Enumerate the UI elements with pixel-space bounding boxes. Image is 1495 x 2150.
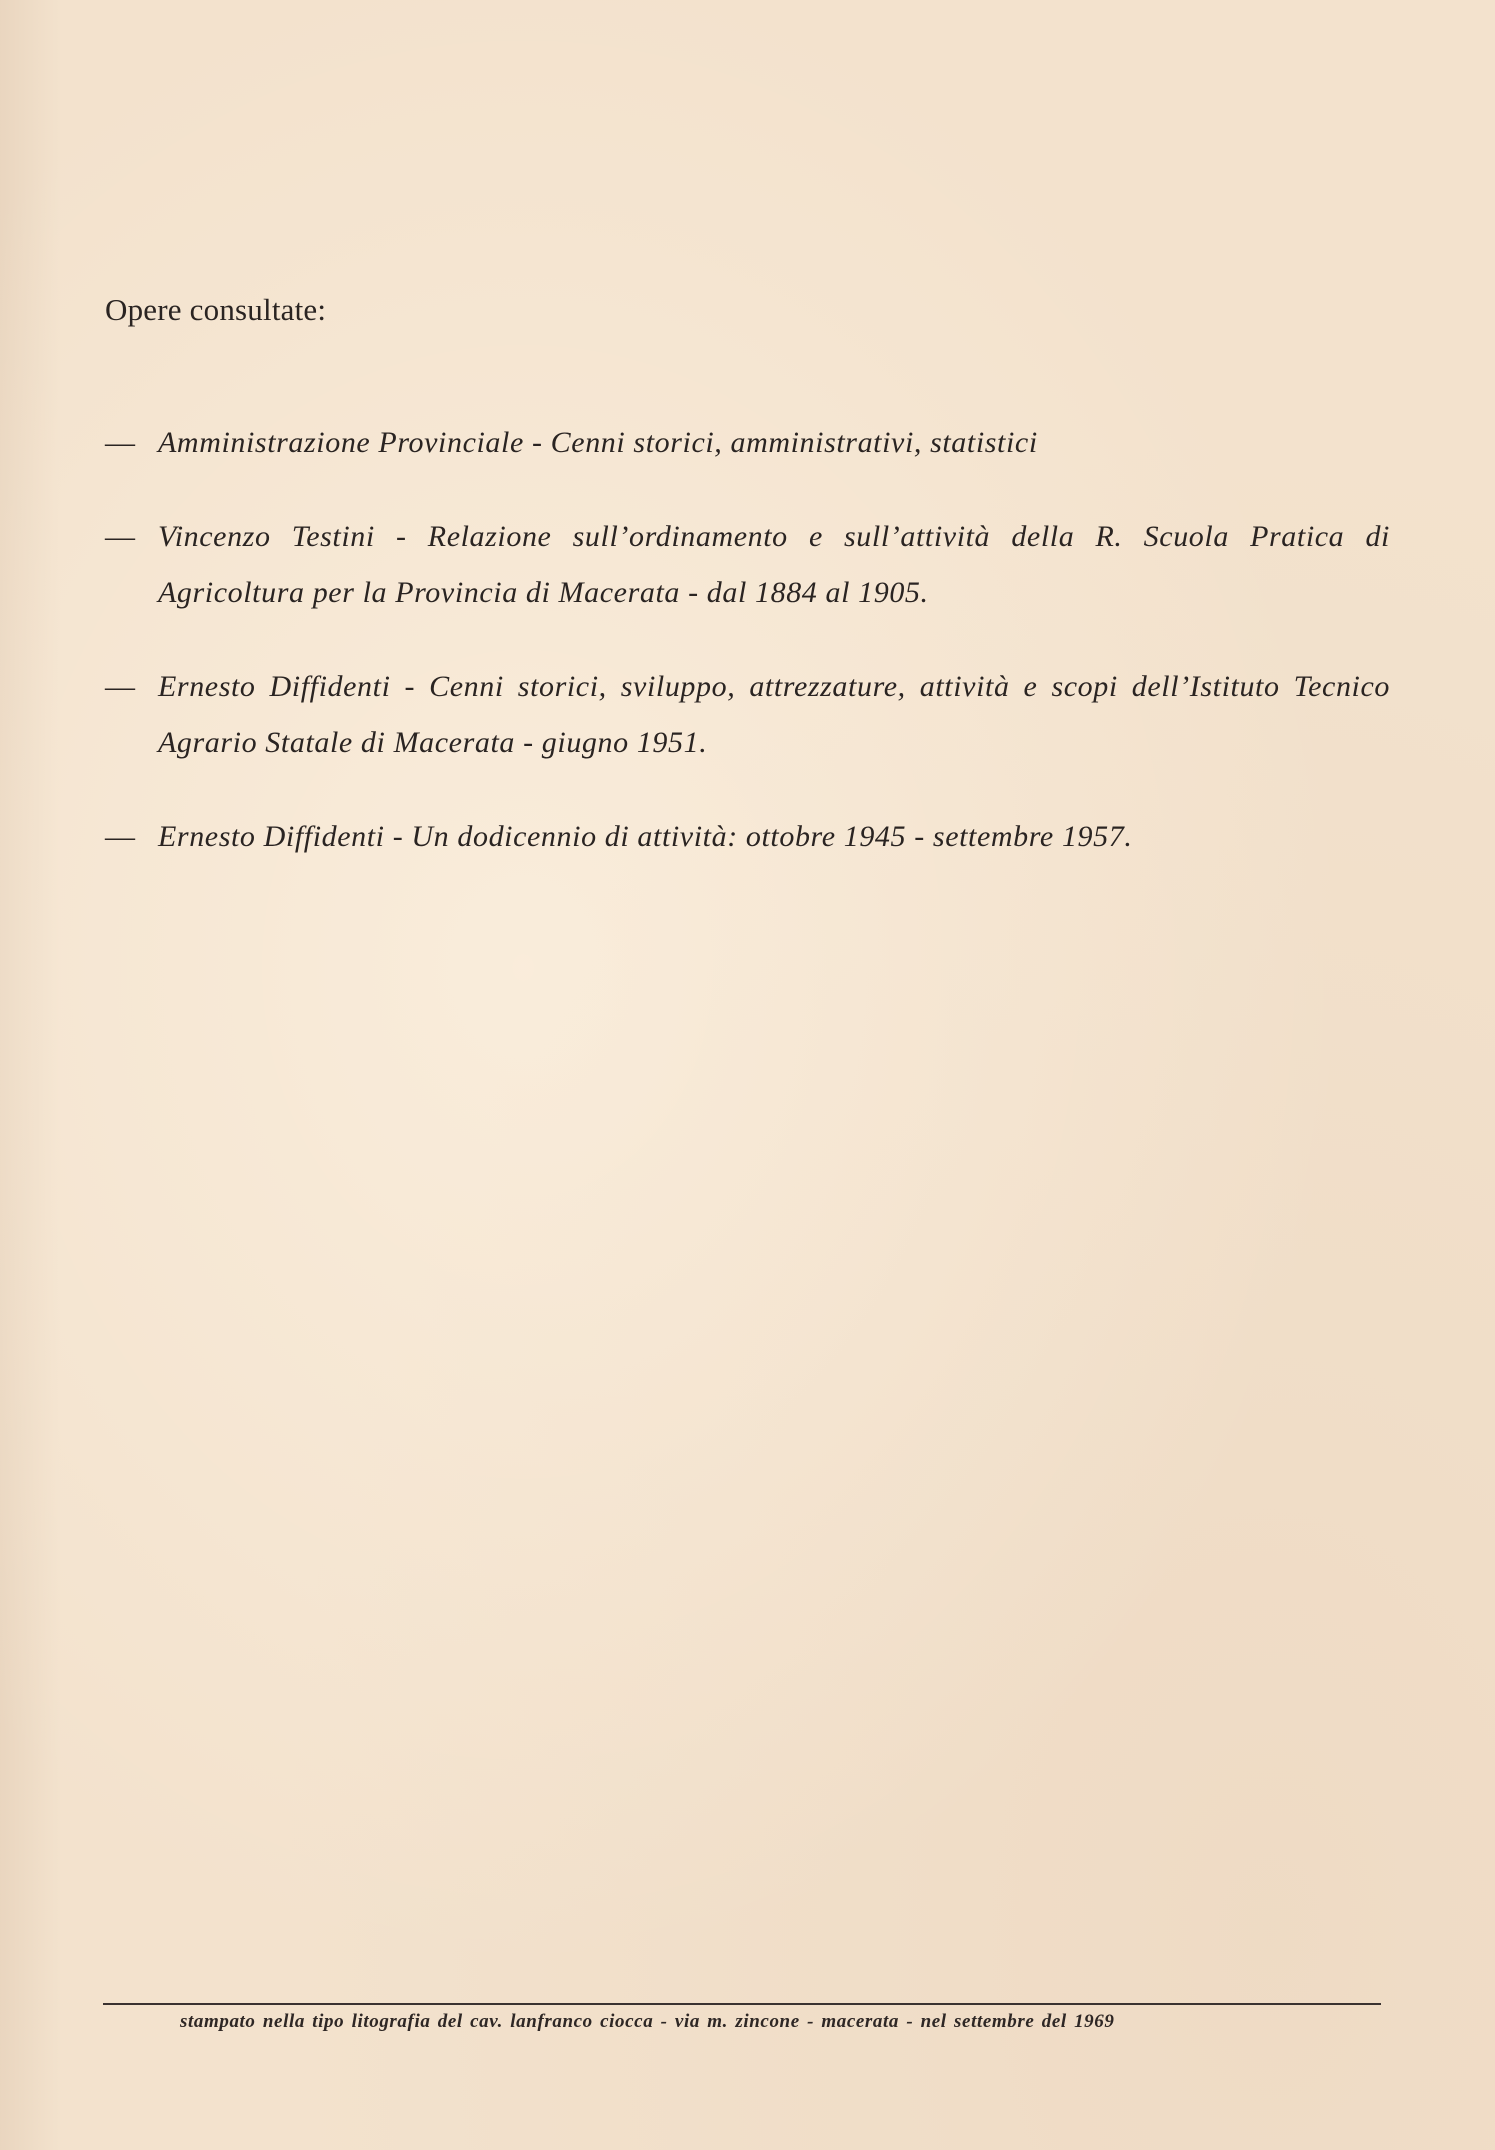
list-dash: —	[105, 670, 136, 703]
reference-item	[105, 509, 1390, 621]
page-heading: Opere consultate:	[105, 292, 327, 327]
reference-item	[105, 415, 1390, 471]
reference-text: Amministrazione Provinciale - Cenni storici, amministrativi, statistici	[158, 426, 1038, 459]
reference-text: Vincenzo Testini - Relazione sull’ordinamento e sull’attività della R. Scuola Pratica di Agricoltura per la Provincia di Macerata - dal 1884 al 1905.	[158, 520, 1390, 609]
list-dash: —	[105, 426, 136, 459]
reference-item	[105, 809, 1390, 865]
list-dash: —	[105, 820, 136, 853]
printer-imprint: stampato nella tipo litografia del cav. lanfranco ciocca - via m. zincone - macerata - nel settembre del 1969	[180, 2011, 1115, 2032]
reference-item	[105, 659, 1390, 771]
reference-list	[105, 415, 1390, 903]
reference-text: Ernesto Diffidenti - Cenni storici, sviluppo, attrezzature, attività e scopi dell’Istituto Tecnico Agrario Statale di Macerata - giugno 1951.	[158, 670, 1390, 759]
list-dash: —	[105, 520, 136, 553]
footer-divider	[103, 2003, 1381, 2005]
reference-text: Ernesto Diffidenti - Un dodicennio di attività: ottobre 1945 - settembre 1957.	[158, 820, 1133, 853]
